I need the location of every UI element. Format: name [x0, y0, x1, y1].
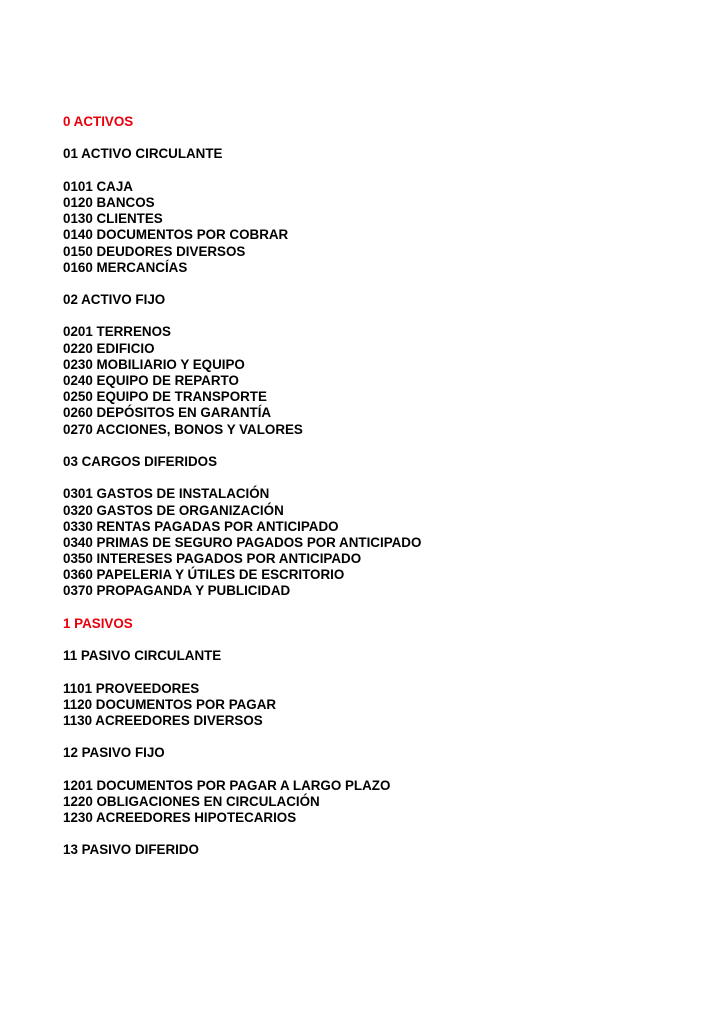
account-item: 0360 PAPELERIA Y ÚTILES DE ESCRITORIO [63, 567, 345, 583]
account-item: 1120 DOCUMENTOS POR PAGAR [63, 696, 277, 712]
account-item: 1230 ACREEDORES HIPOTECARIOS [63, 810, 297, 826]
account-item: 0201 TERRENOS [63, 324, 171, 340]
account-item: 0350 INTERESES PAGADOS POR ANTICIPADO [63, 551, 362, 567]
section-activos [63, 114, 683, 130]
account-item: 0230 MOBILIARIO Y EQUIPO [63, 356, 245, 372]
account-item: 0120 BANCOS [63, 194, 155, 210]
group-heading-pasivo-diferido: 13 PASIVO DIFERIDO [63, 842, 199, 858]
account-list-cargos-diferidos [63, 486, 683, 599]
account-item: 0130 CLIENTES [63, 211, 163, 227]
account-item: 0340 PRIMAS DE SEGURO PAGADOS POR ANTICIPADO [63, 534, 422, 550]
account-item: 0140 DOCUMENTOS POR COBRAR [63, 227, 289, 243]
account-item: 1220 OBLIGACIONES EN CIRCULACIÓN [63, 793, 320, 809]
major-heading-pasivos: 1 PASIVOS [63, 615, 133, 631]
account-item: 0101 CAJA [63, 178, 133, 194]
group-heading-activo-fijo-block [63, 292, 683, 308]
group-heading-pasivo-circulante: 11 PASIVO CIRCULANTE [63, 648, 222, 664]
group-heading-activo-circulante: 01 ACTIVO CIRCULANTE [63, 146, 223, 162]
account-item: 0270 ACCIONES, BONOS Y VALORES [63, 421, 303, 437]
section-pasivos [63, 616, 683, 632]
group-heading-activo-fijo: 02 ACTIVO FIJO [63, 292, 166, 308]
group-heading-pasivo-circulante-block [63, 648, 683, 664]
account-item: 1201 DOCUMENTOS POR PAGAR A LARGO PLAZO [63, 777, 391, 793]
account-list-activo-fijo [63, 324, 683, 437]
account-list-pasivo-fijo [63, 778, 683, 827]
account-list-pasivo-circulante [63, 681, 683, 730]
account-item: 0330 RENTAS PAGADAS POR ANTICIPADO [63, 518, 339, 534]
account-item: 0250 EQUIPO DE TRANSPORTE [63, 389, 267, 405]
account-item: 1130 ACREEDORES DIVERSOS [63, 712, 263, 728]
account-item: 0260 DEPÓSITOS EN GARANTÍA [63, 405, 272, 421]
account-item: 0320 GASTOS DE ORGANIZACIÓN [63, 502, 284, 518]
account-item: 0160 MERCANCÍAS [63, 259, 188, 275]
account-item: 0370 PROPAGANDA Y PUBLICIDAD [63, 583, 291, 599]
account-item: 0220 EDIFICIO [63, 340, 155, 356]
account-item: 0150 DEUDORES DIVERSOS [63, 243, 246, 259]
group-heading-pasivo-diferido-block [63, 842, 683, 858]
group-heading-pasivo-fijo: 12 PASIVO FIJO [63, 745, 165, 761]
account-item: 0301 GASTOS DE INSTALACIÓN [63, 486, 270, 502]
document-page [63, 114, 683, 875]
account-list-activo-circulante [63, 179, 683, 276]
major-heading-activos: 0 ACTIVOS [63, 114, 134, 129]
account-item: 0240 EQUIPO DE REPARTO [63, 373, 239, 388]
group-heading-pasivo-fijo-block [63, 745, 683, 761]
group-heading-cargos-diferidos-block [63, 454, 683, 470]
account-item: 1101 PROVEEDORES [63, 680, 200, 696]
group-heading-activo-circulante-block [63, 146, 683, 162]
group-heading-cargos-diferidos: 03 CARGOS DIFERIDOS [63, 453, 218, 469]
